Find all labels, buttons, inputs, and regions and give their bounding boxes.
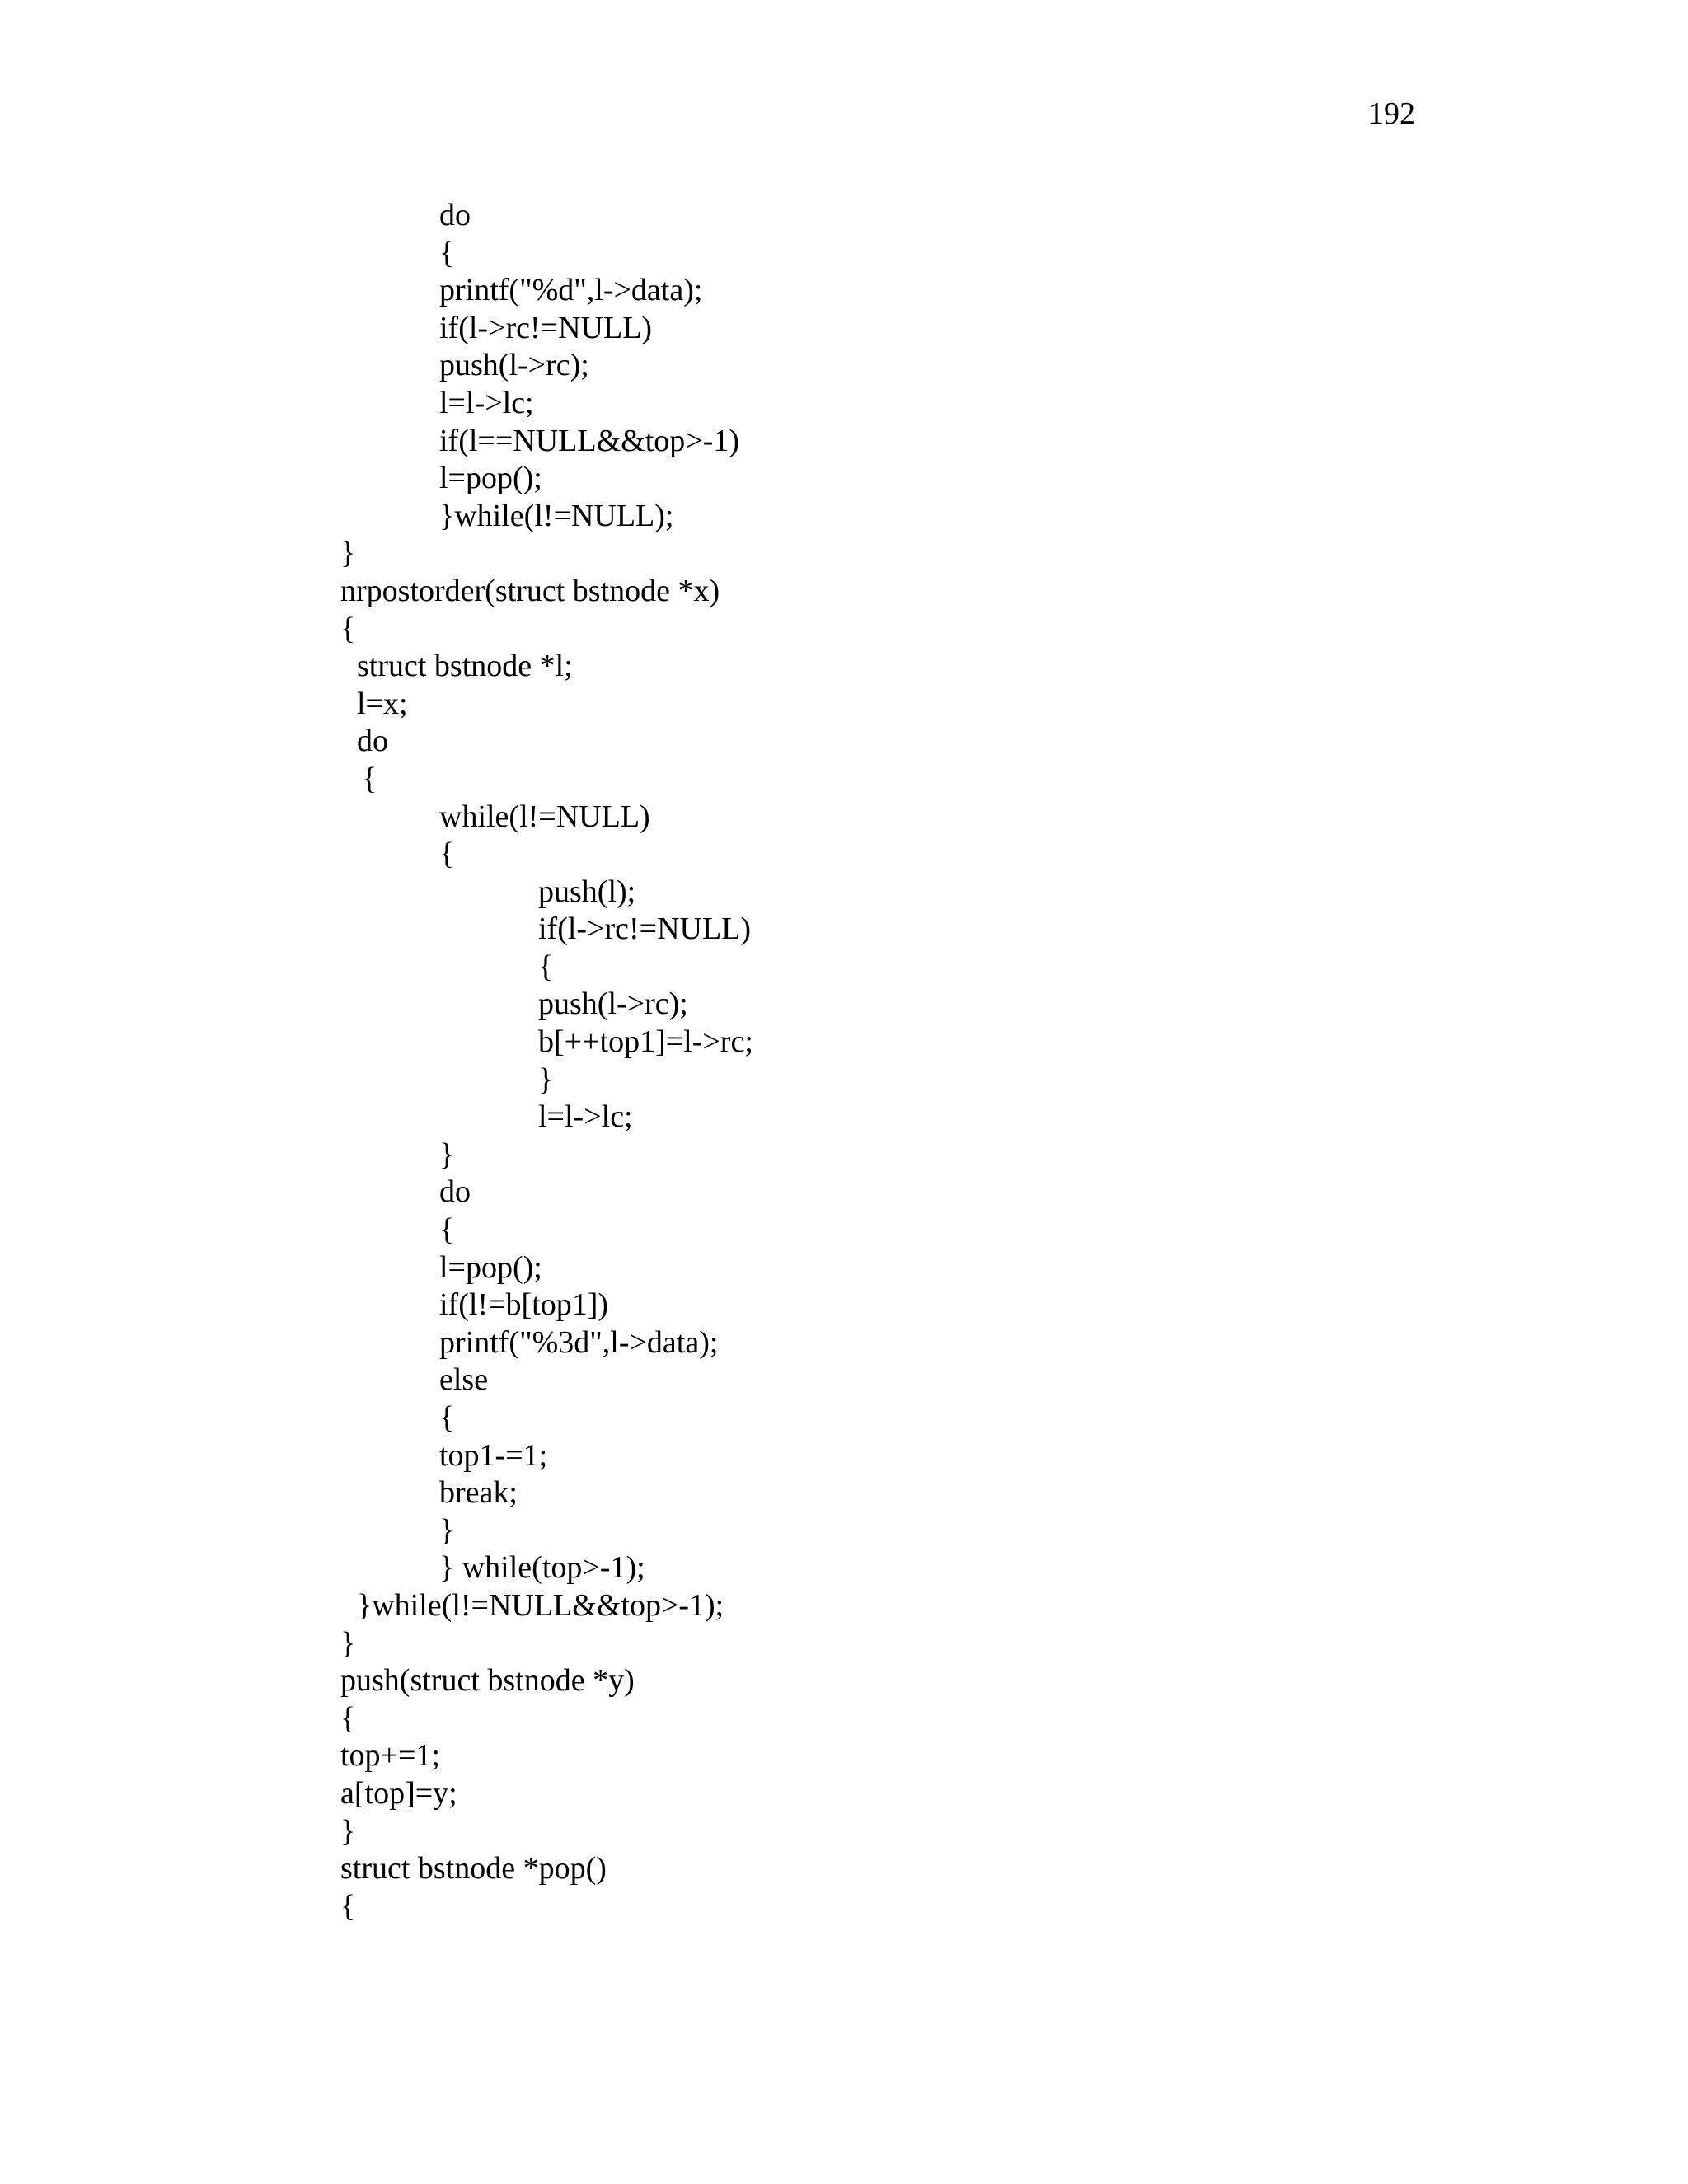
code-line: if(l!=b[top1]) xyxy=(439,1287,609,1323)
code-line: l=pop(); xyxy=(439,1249,542,1285)
code-line: printf("%d",l->data); xyxy=(439,273,703,308)
code-line: { xyxy=(340,611,356,646)
code-line: if(l->rc!=NULL) xyxy=(538,912,752,947)
code-line: push(l->rc); xyxy=(538,987,688,1022)
code-line: top+=1; xyxy=(340,1738,440,1774)
code-line: }while(l!=NULL&&top>-1); xyxy=(357,1587,724,1623)
code-line: }while(l!=NULL); xyxy=(439,498,674,533)
code-line: push(struct bstnode *y) xyxy=(340,1663,635,1699)
code-line: if(l==NULL&&top>-1) xyxy=(439,423,740,458)
code-line: if(l->rc!=NULL) xyxy=(439,310,653,345)
code-line: do xyxy=(357,724,388,759)
code-line: top1-=1; xyxy=(439,1437,548,1473)
code-line: printf("%3d",l->data); xyxy=(439,1324,719,1360)
code-line: push(l->rc); xyxy=(439,348,589,383)
code-line: } xyxy=(439,1512,455,1548)
code-line: { xyxy=(439,1212,455,1248)
code-line: { xyxy=(439,837,455,872)
code-listing xyxy=(340,197,753,1925)
code-line: } xyxy=(439,1137,455,1172)
code-line: { xyxy=(340,1888,356,1924)
code-line: while(l!=NULL) xyxy=(439,799,650,834)
code-line: { xyxy=(439,235,455,270)
code-line: b[++top1]=l->rc; xyxy=(538,1024,753,1060)
code-line: l=x; xyxy=(357,686,408,721)
code-line: l=l->lc; xyxy=(439,385,534,420)
code-line: } xyxy=(340,1813,356,1849)
page-number: 192 xyxy=(1368,96,1415,131)
code-line: } xyxy=(340,536,356,571)
code-line: { xyxy=(340,1700,356,1736)
code-line: l=l->lc; xyxy=(538,1099,633,1135)
code-line: break; xyxy=(439,1475,518,1511)
code-line: nrpostorder(struct bstnode *x) xyxy=(340,573,720,608)
code-line: { xyxy=(362,761,377,796)
code-line: } xyxy=(538,1062,554,1097)
code-line: do xyxy=(439,198,471,232)
code-line: struct bstnode *pop() xyxy=(340,1851,607,1886)
code-line: a[top]=y; xyxy=(340,1775,457,1811)
code-line: do xyxy=(439,1174,471,1210)
code-line: struct bstnode *l; xyxy=(357,649,573,684)
code-line: { xyxy=(439,1400,455,1435)
code-line: } while(top>-1); xyxy=(439,1550,645,1586)
code-line: else xyxy=(439,1362,489,1398)
code-line: } xyxy=(340,1625,356,1661)
code-line: { xyxy=(538,949,554,984)
code-line: push(l); xyxy=(538,874,636,909)
code-line: l=pop(); xyxy=(439,461,542,496)
